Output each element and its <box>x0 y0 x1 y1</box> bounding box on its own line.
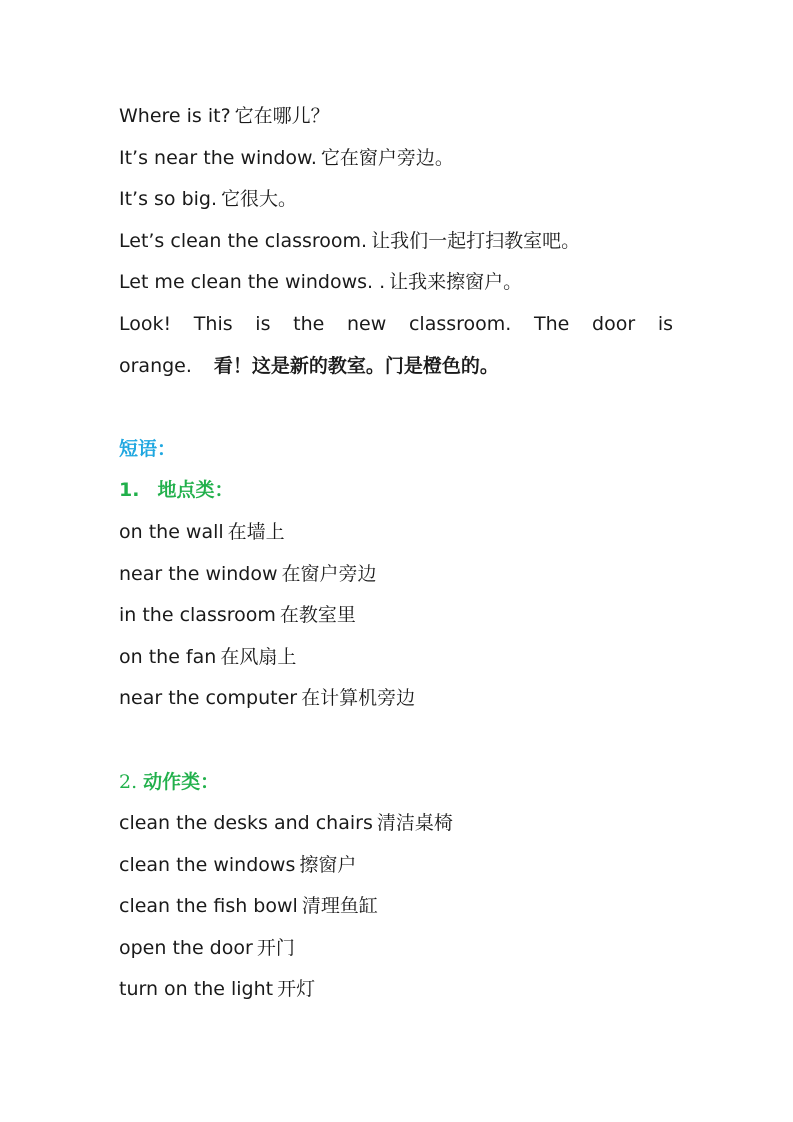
phrase-item <box>119 928 673 970</box>
section-number: 1. <box>119 479 140 502</box>
spacer <box>119 387 673 429</box>
phrase-item <box>119 637 673 679</box>
phrase-chinese: 开灯 <box>277 978 316 1001</box>
phrase-chinese: 清洁桌椅 <box>376 812 453 835</box>
paragraph-word: The <box>534 312 570 335</box>
section-title: 动作类： <box>143 770 220 793</box>
phrase-english: clean the desks and chairs <box>119 812 373 835</box>
phrases-heading: 短语： <box>119 437 177 460</box>
phrase-english: clean the fish bowl <box>119 895 298 918</box>
phrase-chinese: 开门 <box>256 936 295 959</box>
phrase-item <box>119 512 673 554</box>
sentence-english: It’s so big. <box>119 188 218 211</box>
paragraph-word: the <box>293 312 325 335</box>
sentence-line <box>119 96 673 138</box>
paragraph-line-1 <box>119 304 673 346</box>
phrase-english: on the wall <box>119 520 224 543</box>
phrase-english: on the fan <box>119 645 217 668</box>
sentence-line <box>119 179 673 221</box>
phrase-english: clean the windows <box>119 853 296 876</box>
section-heading-actions <box>119 762 673 804</box>
phrase-item <box>119 845 673 887</box>
phrase-item <box>119 678 673 720</box>
sentence-chinese: 它在窗户旁边。 <box>320 146 454 169</box>
sentence-english: It’s near the window. <box>119 146 317 169</box>
paragraph-word: classroom. <box>408 312 512 335</box>
paragraph-chinese: 看！这是新的教室。门是橙色的。 <box>213 354 499 377</box>
phrase-english: in the classroom <box>119 604 276 627</box>
phrase-chinese: 擦窗户 <box>299 853 357 876</box>
phrase-chinese: 在墙上 <box>227 520 285 543</box>
phrase-english: open the door <box>119 936 253 959</box>
sentence-line <box>119 221 673 263</box>
paragraph-word: Look! <box>119 312 172 335</box>
paragraph-line-2 <box>119 346 673 388</box>
sentence-english: Let’s clean the classroom. <box>119 229 368 252</box>
document-page <box>119 96 673 1011</box>
sentence-chinese: 它很大。 <box>221 188 298 211</box>
phrase-item <box>119 554 673 596</box>
paragraph-word: is <box>657 312 673 335</box>
phrase-english: turn on the light <box>119 978 274 1001</box>
section-heading-locations <box>119 470 673 512</box>
paragraph-word: is <box>255 312 271 335</box>
sentence-chinese: 它在哪儿？ <box>234 105 330 127</box>
phrase-chinese: 在风扇上 <box>220 645 297 668</box>
phrase-chinese: 清理鱼缸 <box>301 895 378 918</box>
phrase-chinese: 在窗户旁边 <box>281 562 377 585</box>
phrase-item <box>119 969 673 1011</box>
phrase-item <box>119 595 673 637</box>
phrase-chinese: 在计算机旁边 <box>301 687 416 710</box>
phrase-english: near the window <box>119 562 278 585</box>
sentence-english: Let me clean the windows. . <box>119 271 386 294</box>
sentence-line <box>119 138 673 180</box>
spacer <box>119 720 673 762</box>
phrase-item <box>119 803 673 845</box>
sentence-chinese: 让我们一起打扫教室吧。 <box>371 229 581 252</box>
sentence-line <box>119 262 673 304</box>
paragraph-word: This <box>193 312 233 335</box>
sentence-chinese: 让我来擦窗户。 <box>389 271 523 294</box>
section-number: 2. <box>119 770 138 793</box>
section-title: 地点类： <box>157 479 234 502</box>
phrase-item <box>119 886 673 928</box>
phrase-english: near the computer <box>119 687 298 710</box>
sentence-english: Where is it? <box>119 105 231 127</box>
paragraph-english: orange. <box>119 354 192 377</box>
paragraph-word: door <box>592 312 636 335</box>
paragraph-word: new <box>347 312 387 335</box>
phrase-chinese: 在教室里 <box>279 604 356 627</box>
